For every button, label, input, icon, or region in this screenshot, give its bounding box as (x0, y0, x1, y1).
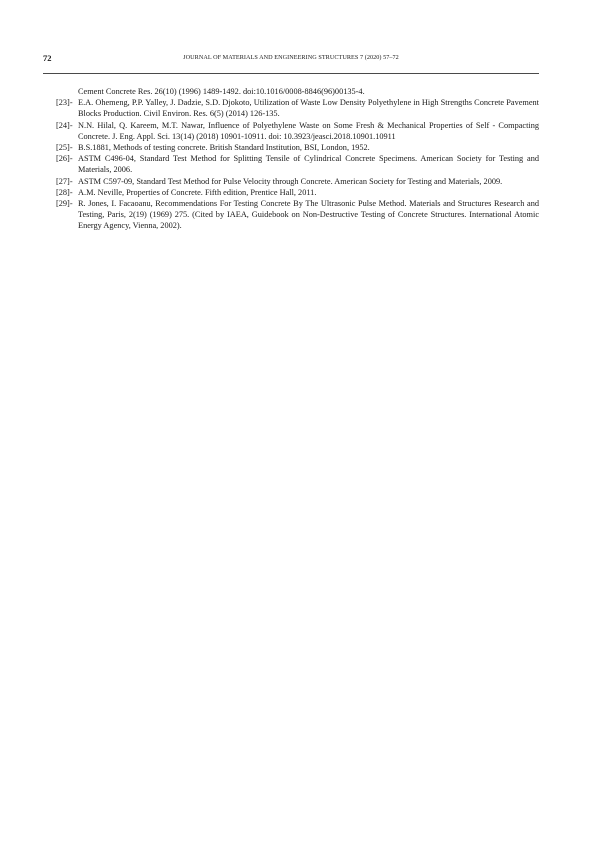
page-header (43, 53, 539, 67)
reference-text: A.M. Neville, Properties of Concrete. Fifth edition, Prentice Hall, 2011. (78, 187, 317, 197)
reference-24 (56, 120, 539, 142)
reference-number: [27]- (56, 176, 73, 186)
reference-text: B.S.1881, Methods of testing concrete. British Standard Institution, BSI, London, 1952. (78, 143, 370, 153)
reference-number: [25]- (56, 143, 73, 153)
journal-running-title: JOURNAL OF MATERIALS AND ENGINEERING STRUCTURES 7 (2020) 57–72 (183, 54, 399, 61)
reference-28 (56, 187, 539, 198)
reference-continuation: Cement Concrete Res. 26(10) (1996) 1489-1492. doi:10.1016/0008-8846(96)00135-4. (78, 87, 365, 96)
reference-number: [29]- (56, 199, 73, 209)
reference-29 (56, 198, 539, 232)
reference-number: [23]- (56, 98, 73, 108)
reference-text: E.A. Ohemeng, P.P. Yalley, J. Dadzie, S.D. Djokoto, Utilization of Waste Low Density Polyethylene in High Strengths Concrete Pavement Blocks Production. Civil Environ. Res. 6(5) (2014) 126-135. (78, 98, 539, 119)
page-number: 72 (43, 53, 52, 63)
reference-text: ASTM C597-09, Standard Test Method for Pulse Velocity through Concrete. American Society for Testing and Materials, 2009. (78, 176, 503, 186)
reference-25 (56, 142, 539, 153)
reference-text: R. Jones, I. Facaoanu, Recommendations For Testing Concrete By The Ultrasonic Pulse Method. Materials and Structures Research and Testing, Paris, 2(19) (1969) 275. (Cited by IAEA, Guidebook on Non-Destructive Testing of Concrete Structures. International Atomic Energy Agency, Vienna, 2002). (78, 199, 539, 231)
reference-list (56, 86, 539, 232)
reference-text: N.N. Hilal, Q. Kareem, M.T. Nawar, Influence of Polyethylene Waste on Some Fresh & Mechanical Properties of Self - Compacting Concrete. J. Eng. Appl. Sci. 13(14) (2018) 10901-10911. doi: 10.3923/jeasci.2018.10901.10911 (78, 120, 539, 141)
reference-26 (56, 153, 539, 175)
reference-number: [26]- (56, 154, 73, 164)
reference-text: ASTM C496-04, Standard Test Method for Splitting Tensile of Cylindrical Concrete Specimens. American Society for Testing and Materials, 2006. (78, 154, 539, 175)
header-divider (43, 73, 539, 74)
reference-number: [24]- (56, 120, 73, 130)
reference-27 (56, 176, 539, 187)
reference-number: [28]- (56, 187, 73, 197)
reference-23 (56, 97, 539, 119)
